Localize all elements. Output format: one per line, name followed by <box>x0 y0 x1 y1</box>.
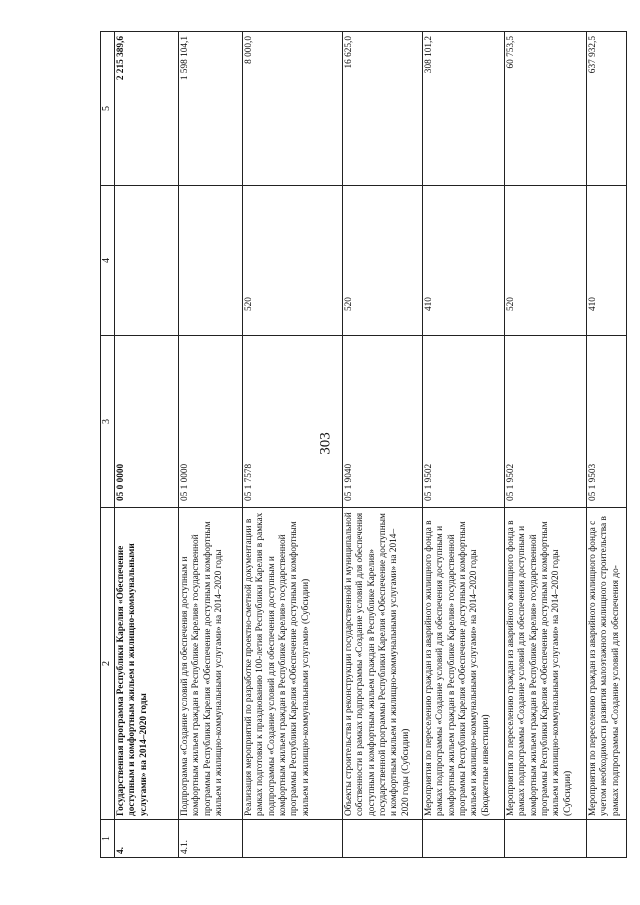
table-row <box>243 32 343 858</box>
row-expense-type: 410 <box>587 186 627 336</box>
row-expense-type: 520 <box>505 186 587 336</box>
row-number <box>423 820 505 858</box>
table-row <box>505 32 587 858</box>
table-header-row <box>101 32 115 858</box>
row-expense-type <box>115 186 179 336</box>
row-target-code: 05 0 0000 <box>115 336 179 508</box>
row-description: Мероприятия по переселению граждан из аварийного жилищного фонда в рамках подпрограммы «Создание условий для обеспечения доступным и комфортным жильем граждан в Республике Карелия» государственной программы Республики Карелия «Обеспечение доступным и комфортным жильем и жилищно-коммунальными услугами» на 2014–2020 годы (Субсидии) <box>505 508 587 820</box>
row-description: Государственная программа Республики Карелия «Обеспечение доступным и комфортным жильем и жилищно-коммунальными услугами» на 2014–2020 годы <box>115 508 179 820</box>
row-expense-type: 520 <box>243 186 343 336</box>
row-expense-type: 410 <box>423 186 505 336</box>
table-row <box>179 32 243 858</box>
row-amount: 60 753,5 <box>505 32 587 186</box>
row-target-code: 05 1 9502 <box>423 336 505 508</box>
row-number: 4. <box>115 820 179 858</box>
table-row <box>423 32 505 858</box>
header-col-5: 5 <box>101 32 115 186</box>
row-description: Реализация мероприятий по разработке проектно-сметной документации в рамках подготовки к празднованию 100-летия Республики Карелия в рамках подпрограммы «Создание условий для обеспечения доступным и комфортным жильем граждан в Республике Карелия» государственной программы Республики Карелия «Обеспечение доступным и комфортным жильем и жилищно-коммунальными услугами» (Субсидии) <box>243 508 343 820</box>
row-target-code: 05 1 7578 <box>243 336 343 508</box>
row-amount: 16 625,0 <box>343 32 423 186</box>
row-number: 4.1. <box>179 820 243 858</box>
row-expense-type: 520 <box>343 186 423 336</box>
row-amount: 637 932,5 <box>587 32 627 186</box>
row-number <box>243 820 343 858</box>
table-row <box>587 32 627 858</box>
row-expense-type <box>179 186 243 336</box>
page-number: 303 <box>317 432 334 455</box>
rotated-table-wrapper <box>100 32 621 858</box>
table-row <box>115 32 179 858</box>
row-number <box>587 820 627 858</box>
row-description: Объекты строительства и реконструкции государственной и муниципальной собственности в рамках подпрограммы «Создание условий для обеспечения доступным и комфортным жильем граждан в Республике Карелия» государственной программы Республики Карелия «Обеспечение доступным и комфортным жильем и жилищно-коммунальными услугами» на 2014–2020 годы (Субсидии) <box>343 508 423 820</box>
row-amount: 2 215 389,6 <box>115 32 179 186</box>
header-col-4: 4 <box>101 186 115 336</box>
row-target-code: 05 1 9040 <box>343 336 423 508</box>
row-number <box>343 820 423 858</box>
row-number <box>505 820 587 858</box>
header-col-2: 2 <box>101 508 115 820</box>
row-description: Подпрограмма «Создание условий для обеспечения доступным и комфортным жильем граждан в Республике Карелия» государственной программы Республики Карелия «Обеспечение доступным и комфортным жильем и жилищно-коммунальными услугами» на 2014–2020 годы <box>179 508 243 820</box>
table-row <box>343 32 423 858</box>
row-amount: 308 101,2 <box>423 32 505 186</box>
header-col-1: 1 <box>101 820 115 858</box>
row-amount: 8 000,0 <box>243 32 343 186</box>
row-description: Мероприятия по переселению граждан из аварийного жилищного фонда с учетом необходимости развития малоэтажного жилищного строительства в рамках подпрограммы «Создание условий для обеспечения до- <box>587 508 627 820</box>
header-col-3: 3 <box>101 336 115 508</box>
row-target-code: 05 1 0000 <box>179 336 243 508</box>
budget-table <box>100 31 627 858</box>
row-target-code: 05 1 9502 <box>505 336 587 508</box>
row-target-code: 05 1 9503 <box>587 336 627 508</box>
row-amount: 1 598 104,1 <box>179 32 243 186</box>
row-description: Мероприятия по переселению граждан из аварийного жилищного фонда в рамках подпрограммы «Создание условий для обеспечения доступным и комфортным жильем граждан в Республике Карелия» государственной программы Республики Карелия «Обеспечение доступным и комфортным жильем и жилищно-коммунальными услугами» на 2014–2020 годы (Бюджетные инвестиции) <box>423 508 505 820</box>
